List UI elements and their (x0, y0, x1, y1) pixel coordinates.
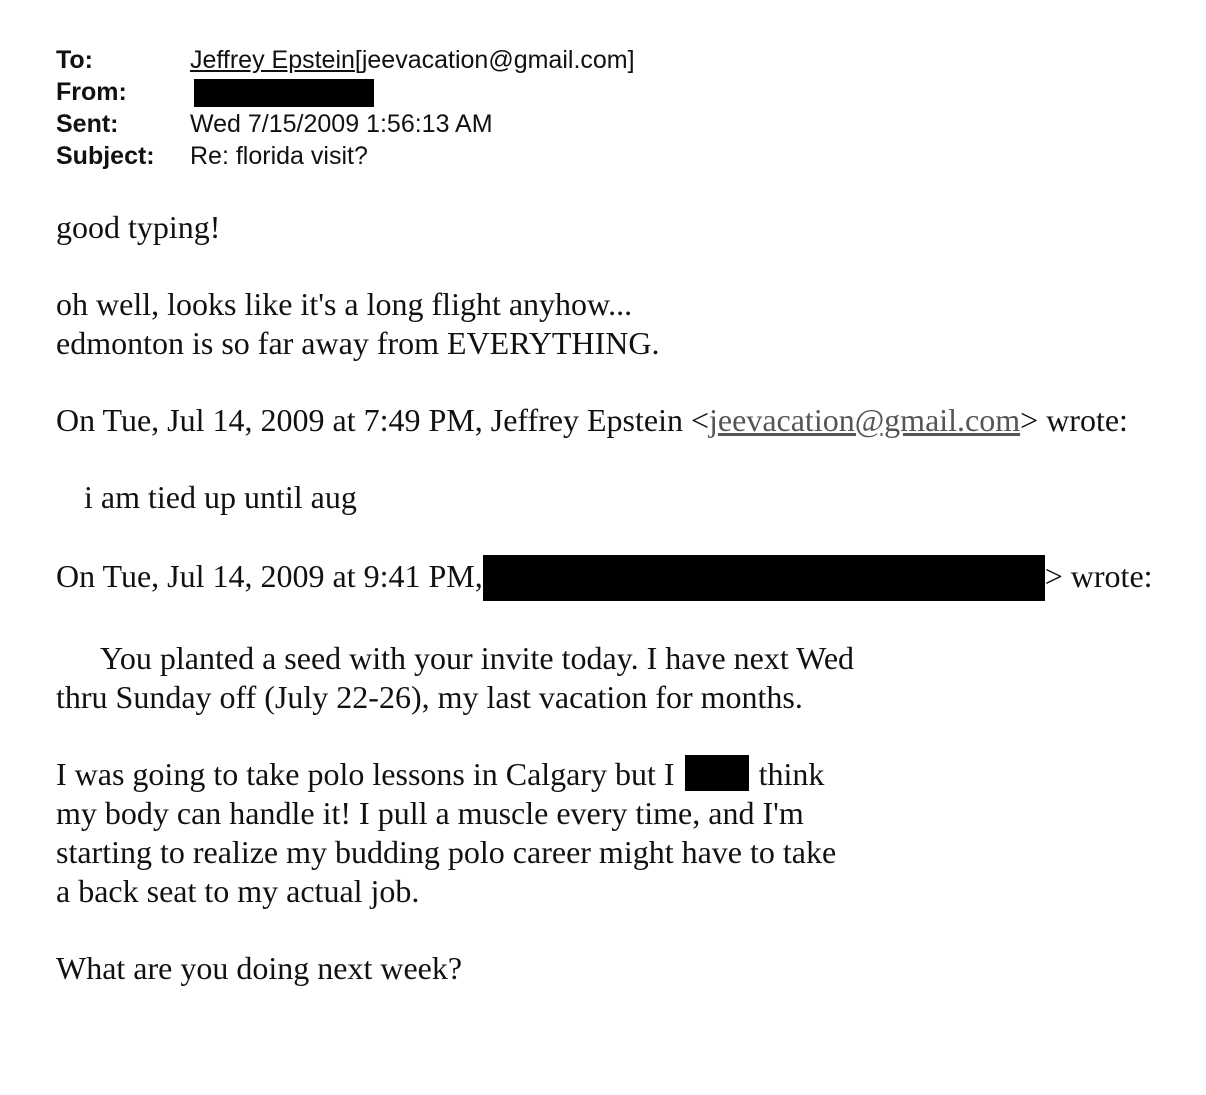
paragraph-gap (56, 363, 1196, 401)
subject-value: Re: florida visit? (190, 142, 368, 170)
quote-header-1 (56, 401, 1196, 440)
quote-para-1-line-2: thru Sunday off (July 22-26), my last vacation for months. (56, 679, 803, 715)
quote-text-1: i am tied up until aug (84, 479, 357, 515)
word-redaction-block (685, 755, 749, 791)
subject-label: Subject: (56, 142, 155, 170)
reply-line-2: oh well, looks like it's a long flight anyhow... (56, 286, 633, 322)
paragraph-gap (56, 717, 1196, 755)
from-label: From: (56, 78, 127, 106)
quote-para-2-line-1-b: think (758, 756, 825, 792)
paragraph-gap (56, 440, 1196, 478)
quote-para-2-line-1 (56, 755, 1196, 794)
quote-header-1-prefix: On Tue, Jul 14, 2009 at 7:49 PM, Jeffrey Epstein < (56, 402, 710, 438)
reply-line-3: edmonton is so far away from EVERYTHING. (56, 325, 660, 361)
quote-header-2-suffix: > wrote: (1044, 558, 1153, 594)
quote-para-2-line-3: starting to realize my budding polo career might have to take (56, 834, 837, 870)
reply-line-1: good typing! (56, 209, 221, 245)
quote-header-2 (56, 555, 1196, 601)
quote-para-2-line-1-a: I was going to take polo lessons in Calgary but I (56, 756, 675, 792)
paragraph-gap (56, 601, 1196, 639)
quote-para-1-line-1: You planted a seed with your invite today. I have next Wed (100, 640, 855, 676)
paragraph-gap (56, 911, 1196, 949)
from-redaction-block (194, 79, 374, 107)
quote-header-2-prefix: On Tue, Jul 14, 2009 at 9:41 PM, (56, 558, 483, 594)
to-email: [jeevacation@gmail.com] (354, 46, 635, 74)
to-name: Jeffrey Epstein (190, 46, 355, 74)
to-value (190, 44, 635, 76)
email-body (56, 208, 1196, 988)
quote-para-3-line-1: What are you doing next week? (56, 950, 463, 986)
paragraph-gap (56, 517, 1196, 555)
sent-value: Wed 7/15/2009 1:56:13 AM (190, 110, 493, 138)
to-label: To: (56, 46, 94, 74)
quote-email-link[interactable]: jeevacation@gmail.com (709, 402, 1021, 438)
paragraph-gap (56, 247, 1196, 285)
sender-redaction-block (483, 555, 1045, 601)
quote-para-2-line-4: a back seat to my actual job. (56, 873, 420, 909)
quote-header-1-suffix: > wrote: (1020, 402, 1128, 438)
quote-para-2-line-2: my body can handle it! I pull a muscle every time, and I'm (56, 795, 804, 831)
sent-label: Sent: (56, 110, 119, 138)
